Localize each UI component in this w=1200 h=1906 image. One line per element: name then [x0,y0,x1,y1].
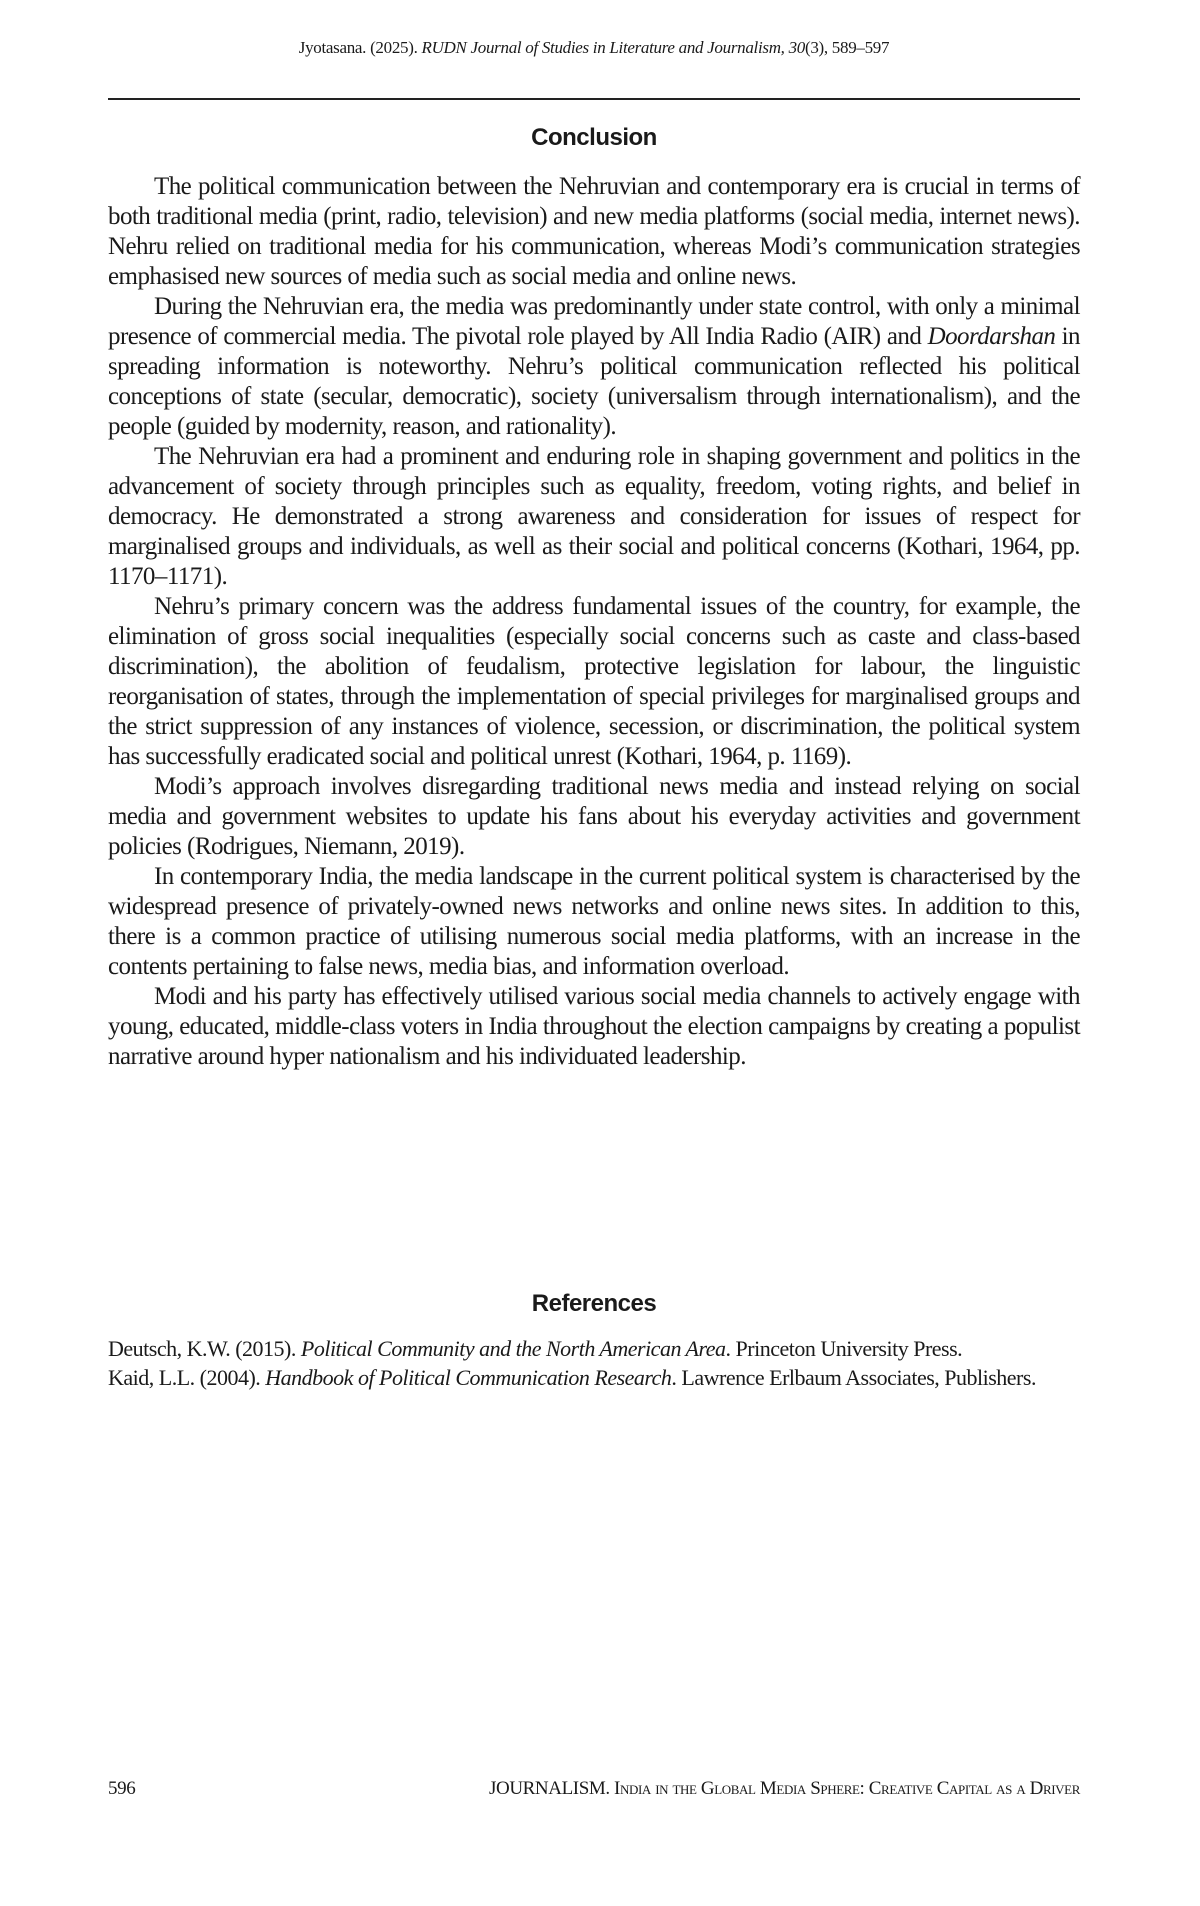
paragraph: The Nehruvian era had a prominent and enduring role in shaping government and politics in the advancement of society through principles such as equality, freedom, voting rights, and belief in democracy. He demonstrated a strong awareness and consideration for issues of respect for marginalised groups and individuals, as well as their social and political concerns (Kothari, 1964, pp. 1170–1171). [108,443,1080,590]
header-rule [108,98,1080,100]
running-head [108,38,1080,58]
reference-publisher: . Princeton University Press. [725,1336,963,1361]
footer-section-title: JOURNALISM. India in the Global Media Sphere: Creative Capital as a Driver [489,1778,1080,1799]
paragraph: In contemporary India, the media landscape in the current political system is characterised by the widespread presence of privately-owned news networks and online news sites. In addition to this, there is a common practice of utilising numerous social media platforms, with an increase in the contents pertaining to false news, media bias, and information overload. [108,863,1080,980]
conclusion-body [108,172,1080,1072]
page-number: 596 [108,1778,136,1799]
reference-item [108,1334,1080,1363]
conclusion-heading: Conclusion [531,124,657,151]
running-head-issue-pages: (3), 589–597 [804,38,890,57]
references-list [108,1334,1080,1392]
paragraph [108,292,1080,442]
paragraph-italic-term: Doordarshan [927,323,1056,350]
running-head-author-year: Jyotasana. (2025). [298,38,422,57]
references-heading: References [531,1290,657,1317]
reference-authors: Deutsch, K.W. (2015). [108,1336,301,1361]
reference-authors: Kaid, L.L. (2004). [108,1365,266,1390]
paragraph: Modi’s approach involves disregarding traditional news media and instead relying on social media and government websites to update his fans about his everyday activities and government policies (Rodrigues, Niemann, 2019). [108,773,1080,860]
paragraph: Modi and his party has effectively utilised various social media channels to actively engage with young, educated, middle-class voters in India throughout the election campaigns by creating a populist narrative around hyper nationalism and his individuated leadership. [108,983,1080,1070]
paragraph: The political communication between the Nehruvian and contemporary era is crucial in terms of both traditional media (print, radio, television) and new media platforms (social media, internet news). Nehru relied on traditional media for his communication, whereas Modi’s communication strategies emphasised new sources of media such as social media and online news. [108,173,1080,290]
reference-item [108,1363,1080,1392]
paragraph-text: During the Nehruvian era, the media was predominantly under state control, with only a minimal presence of commercial media. The pivotal role played by All India Radio (AIR) and [108,293,1080,350]
reference-publisher: . Lawrence Erlbaum Associates, Publishers. [671,1365,1036,1390]
running-head-journal: RUDN Journal of Studies in Literature and Journalism, 30 [421,38,805,57]
reference-title: Political Community and the North American Area [300,1336,726,1361]
paragraph: Nehru’s primary concern was the address fundamental issues of the country, for example, the elimination of gross social inequalities (especially social concerns such as caste and class-based discrimination), the abolition of feudalism, protective legislation for labour, the linguistic reorganisation of states, through the implementation of special privileges for marginalised groups and the strict suppression of any instances of violence, secession, or discrimination, the political system has successfully eradicated social and political unrest (Kothari, 1964, p. 1169). [108,593,1080,770]
reference-title: Handbook of Political Communication Research [265,1365,672,1390]
paragraph-text: in spreading information is noteworthy. Nehru’s political communication reflected his political conceptions of state (secular, democratic), society (universalism through internationalism), and the people (guided by modernity, reason, and rationality). [108,323,1081,440]
